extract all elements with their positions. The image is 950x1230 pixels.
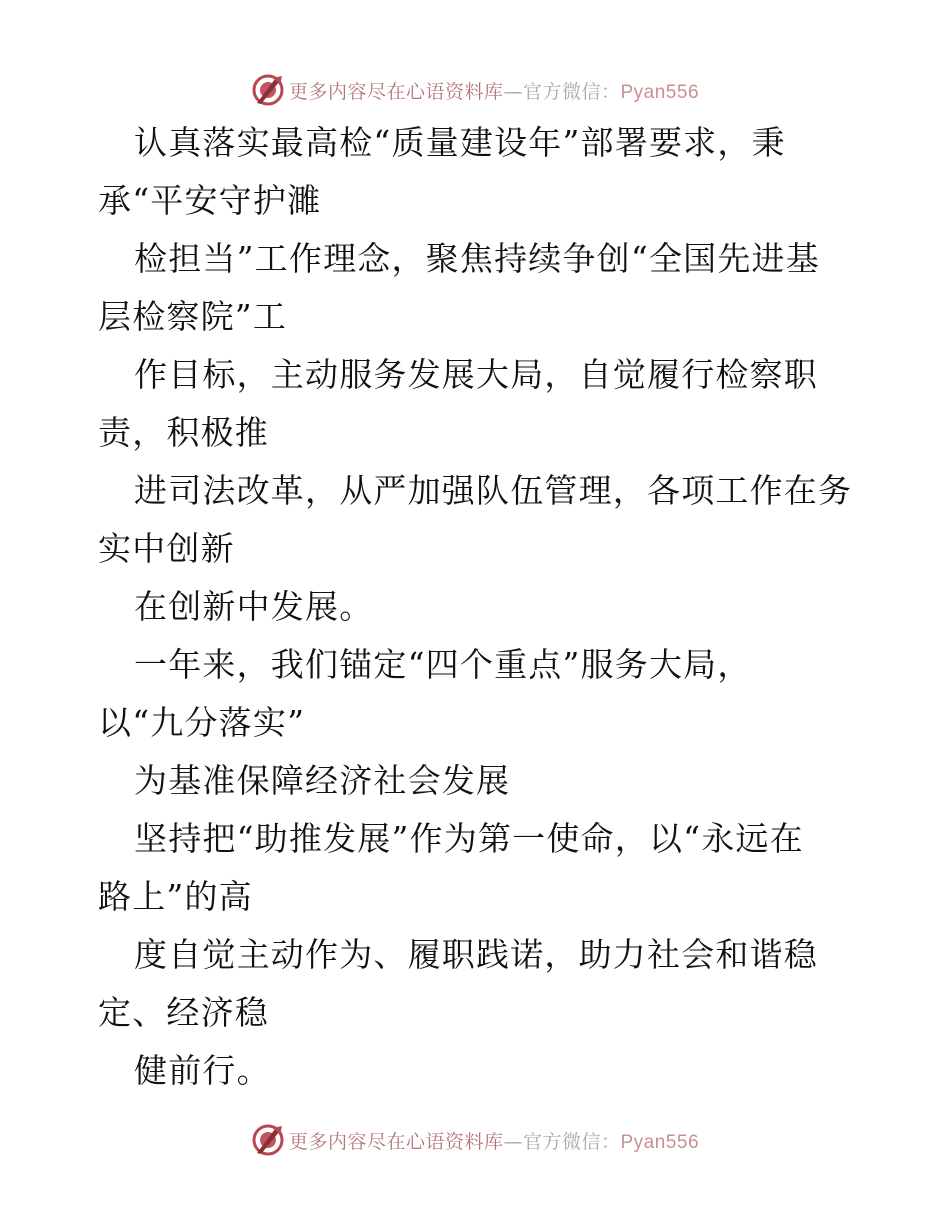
paragraph-line: 作目标，主动服务发展大局，自觉履行检察职 [134, 355, 818, 394]
watermark-wechat-label: 官方微信： [522, 80, 621, 103]
footer-watermark [0, 1120, 950, 1160]
watermark-text [289, 77, 699, 104]
paragraph-line: 健前行。 [134, 1051, 271, 1090]
watermark-wechat-id: Pyan556 [620, 81, 700, 103]
paragraph-line: 责，积极推 [98, 413, 269, 452]
paragraph-line: 进司法改革，从严加强队伍管理，各项工作在务 [134, 471, 853, 510]
watermark-wechat-label: 官方微信： [522, 1130, 621, 1153]
header-watermark [0, 70, 950, 110]
paragraph-line: 度自觉主动作为、履职践诺，助力社会和谐稳 [134, 935, 818, 974]
paragraph-line: 为基准保障经济社会发展 [134, 761, 511, 800]
paragraph-line: 以“九分落实” [98, 703, 306, 742]
paragraph-line: 坚持把“助推发展”作为第一使命，以“永远在 [134, 819, 804, 858]
paragraph-line: 定、经济稳 [98, 993, 269, 1032]
watermark-site-text: 更多内容尽在心语资料库 [288, 80, 504, 103]
paragraph-line: 承“平安守护濉 [98, 181, 322, 220]
watermark-wechat-id: Pyan556 [620, 1131, 700, 1153]
paragraph-line: 一年来，我们锚定“四个重点”服务大局， [134, 645, 752, 684]
watermark-dash: — [503, 1130, 523, 1153]
paragraph-line: 路上”的高 [98, 877, 253, 916]
paragraph-line: 检担当”工作理念，聚焦持续争创“全国先进基 [134, 239, 820, 278]
paragraph-line: 认真落实最高检“质量建设年”部署要求，秉 [134, 123, 786, 162]
paragraph-line: 实中创新 [98, 529, 235, 568]
watermark-dash: — [503, 80, 523, 103]
quill-seal-icon [251, 1123, 285, 1157]
paragraph-line: 在创新中发展。 [134, 587, 374, 626]
quill-seal-icon [251, 73, 285, 107]
watermark-site-text: 更多内容尽在心语资料库 [288, 1130, 504, 1153]
watermark-text [289, 1127, 699, 1154]
paragraph-line: 层检察院”工 [98, 297, 288, 336]
